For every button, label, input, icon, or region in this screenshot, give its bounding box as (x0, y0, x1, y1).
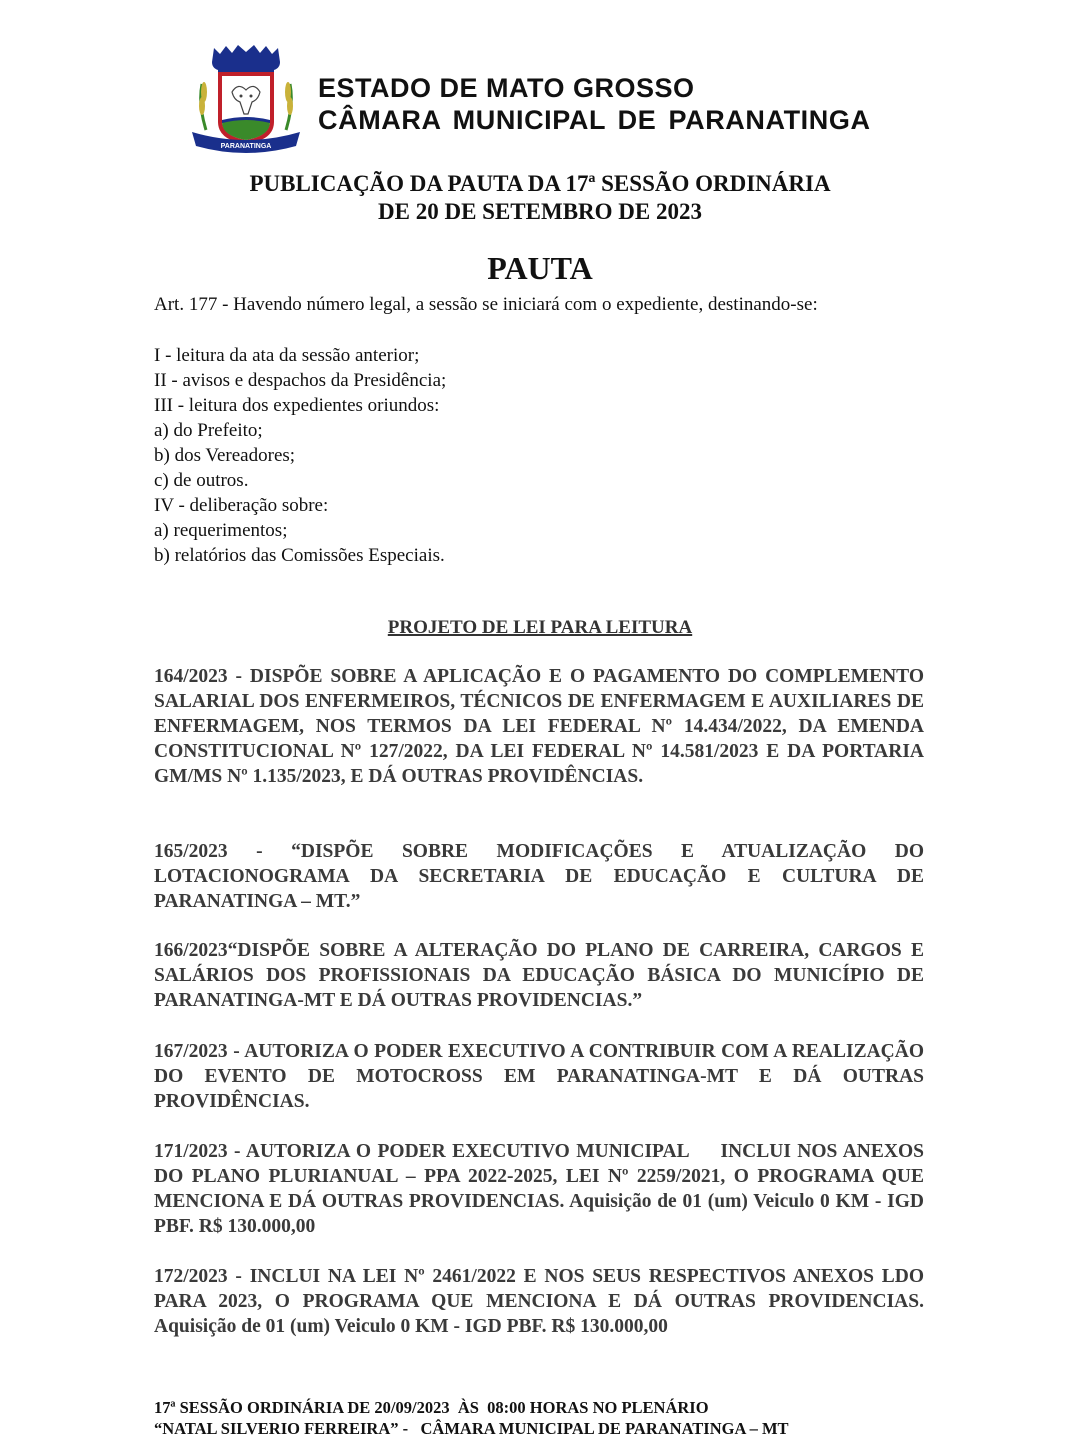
bill-172: 172/2023 - INCLUI NA LEI Nº 2461/2022 E NOS SEUS RESPECTIVOS ANEXOS LDO PARA 2023, O PROGRAMA QUE MENCIONA E DÁ OUTRAS PROVIDENCIAS. Aquisição de 01 (um) Veiculo 0 KM - IGD PBF. R$ 130.000,00 (154, 1266, 924, 1337)
session-footer (154, 1397, 789, 1439)
bill-164: 164/2023 - DISPÕE SOBRE A APLICAÇÃO E O PAGAMENTO DO COMPLEMENTO SALARIAL DOS ENFERMEIROS, TÉCNICOS DE ENFERMAGEM E AUXILIARES DE ENFERMAGEM, NOS TERMOS DA LEI FEDERAL Nº 14.434/2022, DA EMENDA CONSTITUCIONAL Nº 127/2022, DA LEI FEDERAL Nº 14.581/2023 E DA PORTARIA GM/MS Nº 1.135/2023, E DÁ OUTRAS PROVIDÊNCIAS. (154, 666, 924, 787)
agenda-list (154, 343, 446, 568)
chamber-name: CÂMARA MUNICIPAL DE PARANATINGA (318, 105, 871, 135)
agenda-item: II - avisos e despachos da Presidência; (154, 370, 447, 391)
agenda-item: a) requerimentos; (154, 520, 288, 541)
section-title (150, 616, 930, 640)
bill-171: 171/2023 - AUTORIZA O PODER EXECUTIVO MUNICIPAL INCLUI NOS ANEXOS DO PLANO PLURIANUAL – PPA 2022-2025, LEI Nº 2259/2021, O PROGRAMA QUE MENCIONA E DÁ OUTRAS PROVIDENCIAS. Aquisição de 01 (um) Veiculo 0 KM - IGD PBF. R$ 130.000,00 (154, 1141, 929, 1237)
state-name: ESTADO DE MATO GROSSO (318, 73, 695, 103)
agenda-item: III - leitura dos expedientes oriundos: (154, 395, 440, 416)
footer-line2: “NATAL SILVERIO FERREIRA” - CÂMARA MUNICIPAL DE PARANATINGA – MT (154, 1419, 789, 1438)
section-title-text: PROJETO DE LEI PARA LEITURA (387, 617, 693, 638)
document-header (188, 44, 908, 156)
agenda-item: IV - deliberação sobre: (154, 495, 329, 516)
agenda-item: b) dos Vereadores; (154, 445, 296, 466)
municipal-crest-logo (188, 44, 304, 156)
bill-166: 166/2023“DISPÕE SOBRE A ALTERAÇÃO DO PLANO DE CARREIRA, CARGOS E SALÁRIOS DOS PROFISSIONAIS DA EDUCAÇÃO BÁSICA DO MUNICÍPIO DE PARANATINGA-MT E DÁ OUTRAS PROVIDENCIAS.” (154, 940, 924, 1011)
bill-167: 167/2023 - AUTORIZA O PODER EXECUTIVO A CONTRIBUIR COM A REALIZAÇÃO DO EVENTO DE MOTOCROSS EM PARANATINGA-MT E DÁ OUTRAS PROVIDÊNCIAS. (154, 1041, 924, 1112)
agenda-item: a) do Prefeito; (154, 420, 263, 441)
publication-title-line1: PUBLICAÇÃO DA PAUTA DA 17ª SESSÃO ORDINÁRIA (249, 171, 831, 196)
publication-title (150, 170, 930, 226)
publication-title-line2: DE 20 DE SETEMBRO DE 2023 (378, 199, 702, 224)
agenda-item: b) relatórios das Comissões Especiais. (154, 545, 445, 566)
agenda-item: I - leitura da ata da sessão anterior; (154, 345, 420, 366)
svg-text:PARANATINGA: PARANATINGA (220, 143, 272, 150)
header-text (318, 72, 871, 136)
bill-165: 165/2023 - “DISPÕE SOBRE MODIFICAÇÕES E ATUALIZAÇÃO DO LOTACIONOGRAMA DA SECRETARIA DE EDUCAÇÃO E CULTURA DE PARANATINGA – MT.” (154, 841, 924, 912)
article-intro: Art. 177 - Havendo número legal, a sessão se iniciará com o expediente, destinando-se: (154, 294, 818, 315)
agenda-item: c) de outros. (154, 470, 249, 491)
footer-line1: 17ª SESSÃO ORDINÁRIA DE 20/09/2023 ÀS 08:00 HORAS NO PLENÁRIO (154, 1398, 709, 1417)
pauta-heading: PAUTA (487, 250, 593, 286)
